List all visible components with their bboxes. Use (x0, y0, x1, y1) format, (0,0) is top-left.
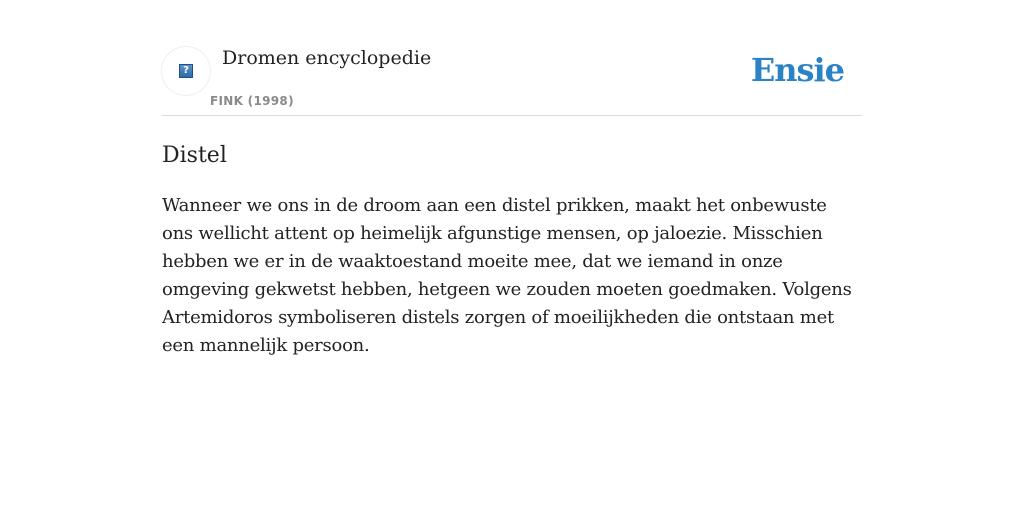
source-author: FINK (1998) (210, 94, 294, 108)
entry-title: Distel (162, 143, 227, 168)
brand-logo[interactable]: Ensie (750, 51, 844, 89)
entry-card (162, 40, 862, 360)
source-title[interactable]: Dromen encyclopedie (222, 47, 432, 69)
question-mark-icon: ? (179, 64, 193, 78)
entry-header (162, 40, 862, 116)
entry-body: Wanneer we ons in de droom aan een distel prikken, maakt het onbewuste ons wellicht attent op heimelijk afgunstige mensen, op jaloezie. Misschien hebben we er in de waaktoestand moeite mee, dat we iemand in onze omgeving gekwetst hebben, hetgeen we zouden moeten goedmaken. Volgens Artemidoros symboliseren distels zorgen of moeilijkheden die ontstaan met een mannelijk persoon. (162, 195, 852, 356)
book-icon[interactable] (162, 47, 210, 95)
